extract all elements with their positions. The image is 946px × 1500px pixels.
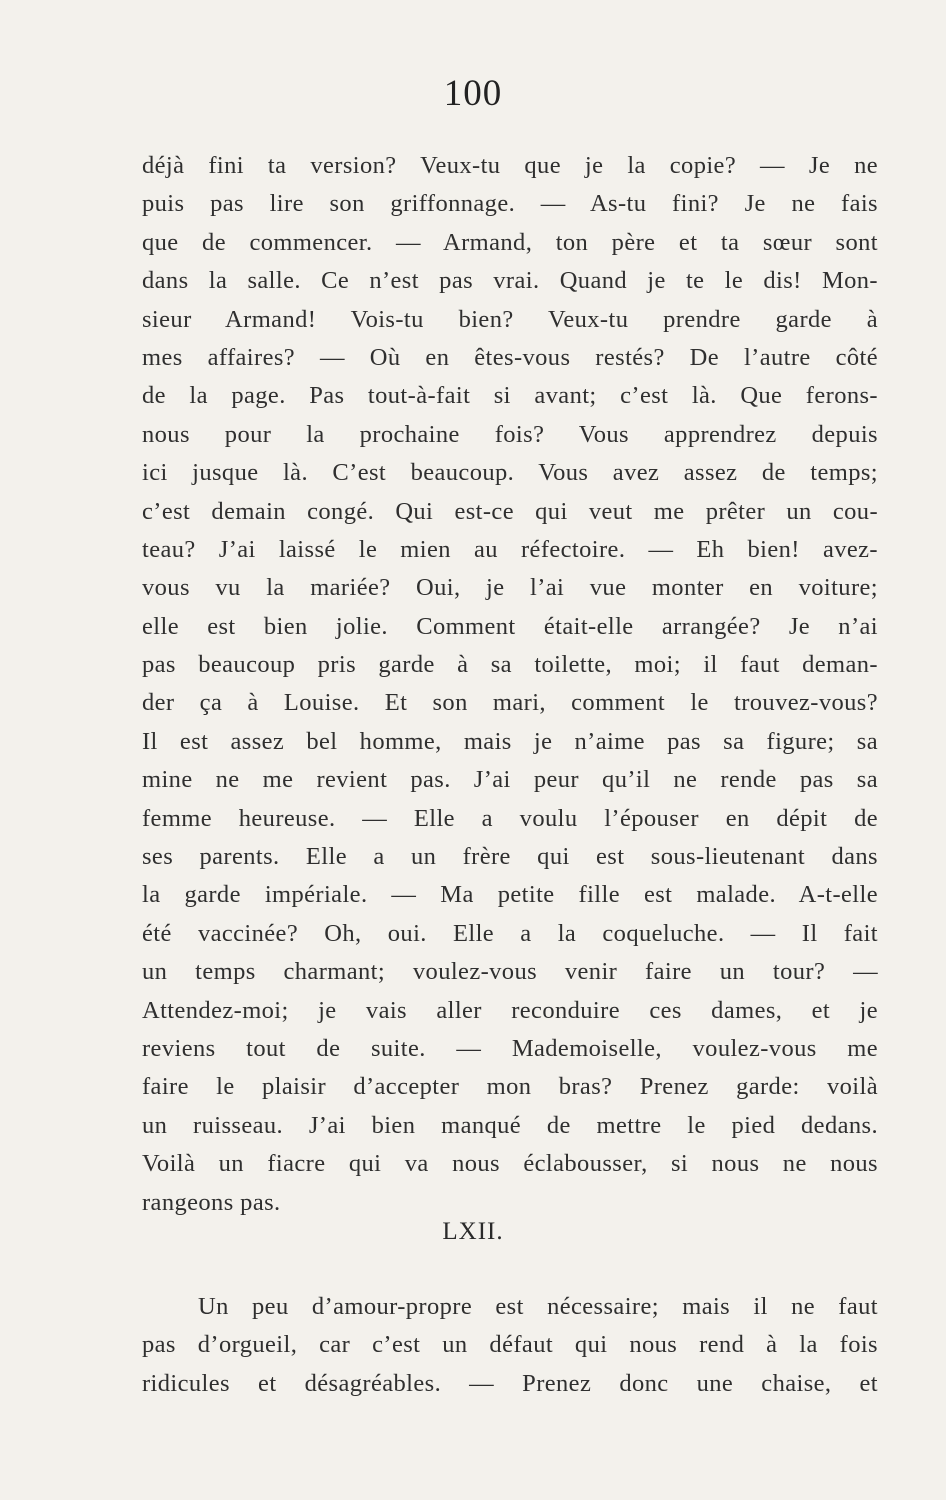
text-line: que de commencer. — Armand, ton père et ta sœur sont — [142, 228, 878, 256]
text-line: ici jusque là. C’est beaucoup. Vous avez assez de temps; — [142, 459, 878, 487]
text-line: déjà fini ta version? Veux-tu que je la copie? — Je ne — [142, 152, 878, 179]
text-line: sieur Armand! Vois-tu bien? Veux-tu prendre garde à — [142, 305, 878, 333]
paragraph-dialogue — [142, 147, 878, 1222]
text-line: un temps charmant; voulez-vous venir faire un tour? — — [142, 958, 878, 986]
text-line: Attendez-moi; je vais aller reconduire ces dames, et je — [142, 996, 878, 1024]
text-line: ses parents. Elle a un frère qui est sous-lieutenant dans — [142, 843, 878, 871]
text-line: reviens tout de suite. — Mademoiselle, voulez-vous me — [142, 1034, 878, 1062]
text-line: teau? J’ai laissé le mien au réfectoire. — Eh bien! avez- — [142, 535, 878, 563]
text-line: un ruisseau. J’ai bien manqué de mettre le pied dedans. — [142, 1111, 878, 1139]
paragraph-lxii — [142, 1288, 878, 1403]
text-line: la garde impériale. — Ma petite fille est malade. A-t-elle — [142, 881, 878, 909]
text-line: mes affaires? — Où en êtes-vous restés? De l’autre côté — [142, 343, 878, 371]
text-line: ridicules et désagréables. — Prenez donc une chaise, et — [142, 1369, 878, 1397]
text-line: elle est bien jolie. Comment était-elle arrangée? Je n’ai — [142, 612, 878, 640]
text-line: c’est demain congé. Qui est-ce qui veut me prêter un cou- — [142, 497, 878, 525]
text-line: der ça à Louise. Et son mari, comment le trouvez-vous? — [142, 689, 878, 717]
text-line: femme heureuse. — Elle a voulu l’épouser en dépit de — [142, 804, 878, 832]
text-line: pas beaucoup pris garde à sa toilette, moi; il faut deman- — [142, 651, 878, 679]
text-line: mine ne me revient pas. J’ai peur qu’il ne rende pas sa — [142, 766, 878, 794]
text-line: rangeons pas. — [142, 1188, 281, 1216]
text-line-content: Un peu d’amour-propre est nécessaire; mais il ne faut — [198, 1293, 878, 1320]
text-line: pas d’orgueil, car c’est un défaut qui nous rend à la fois — [142, 1331, 878, 1359]
text-line: nous pour la prochaine fois? Vous apprendrez depuis — [142, 420, 878, 448]
text-line: vous vu la mariée? Oui, je l’ai vue monter en voiture; — [142, 574, 878, 602]
text-line: faire le plaisir d’accepter mon bras? Prenez garde: voilà — [142, 1073, 878, 1101]
section-heading: LXII. — [442, 1218, 504, 1245]
text-line-indented — [142, 1288, 878, 1326]
text-line: puis pas lire son griffonnage. — As-tu fini? Je ne fais — [142, 190, 878, 218]
text-line: Voilà un fiacre qui va nous éclabousser, si nous ne nous — [142, 1150, 878, 1178]
text-line: dans la salle. Ce n’est pas vrai. Quand je te le dis! Mon- — [142, 267, 878, 295]
text-line: Il est assez bel homme, mais je n’aime pas sa figure; sa — [142, 727, 878, 755]
text-line: été vaccinée? Oh, oui. Elle a la coqueluche. — Il fait — [142, 919, 878, 947]
text-line: de la page. Pas tout-à-fait si avant; c’est là. Que ferons- — [142, 382, 878, 410]
page-number: 100 — [443, 73, 503, 114]
